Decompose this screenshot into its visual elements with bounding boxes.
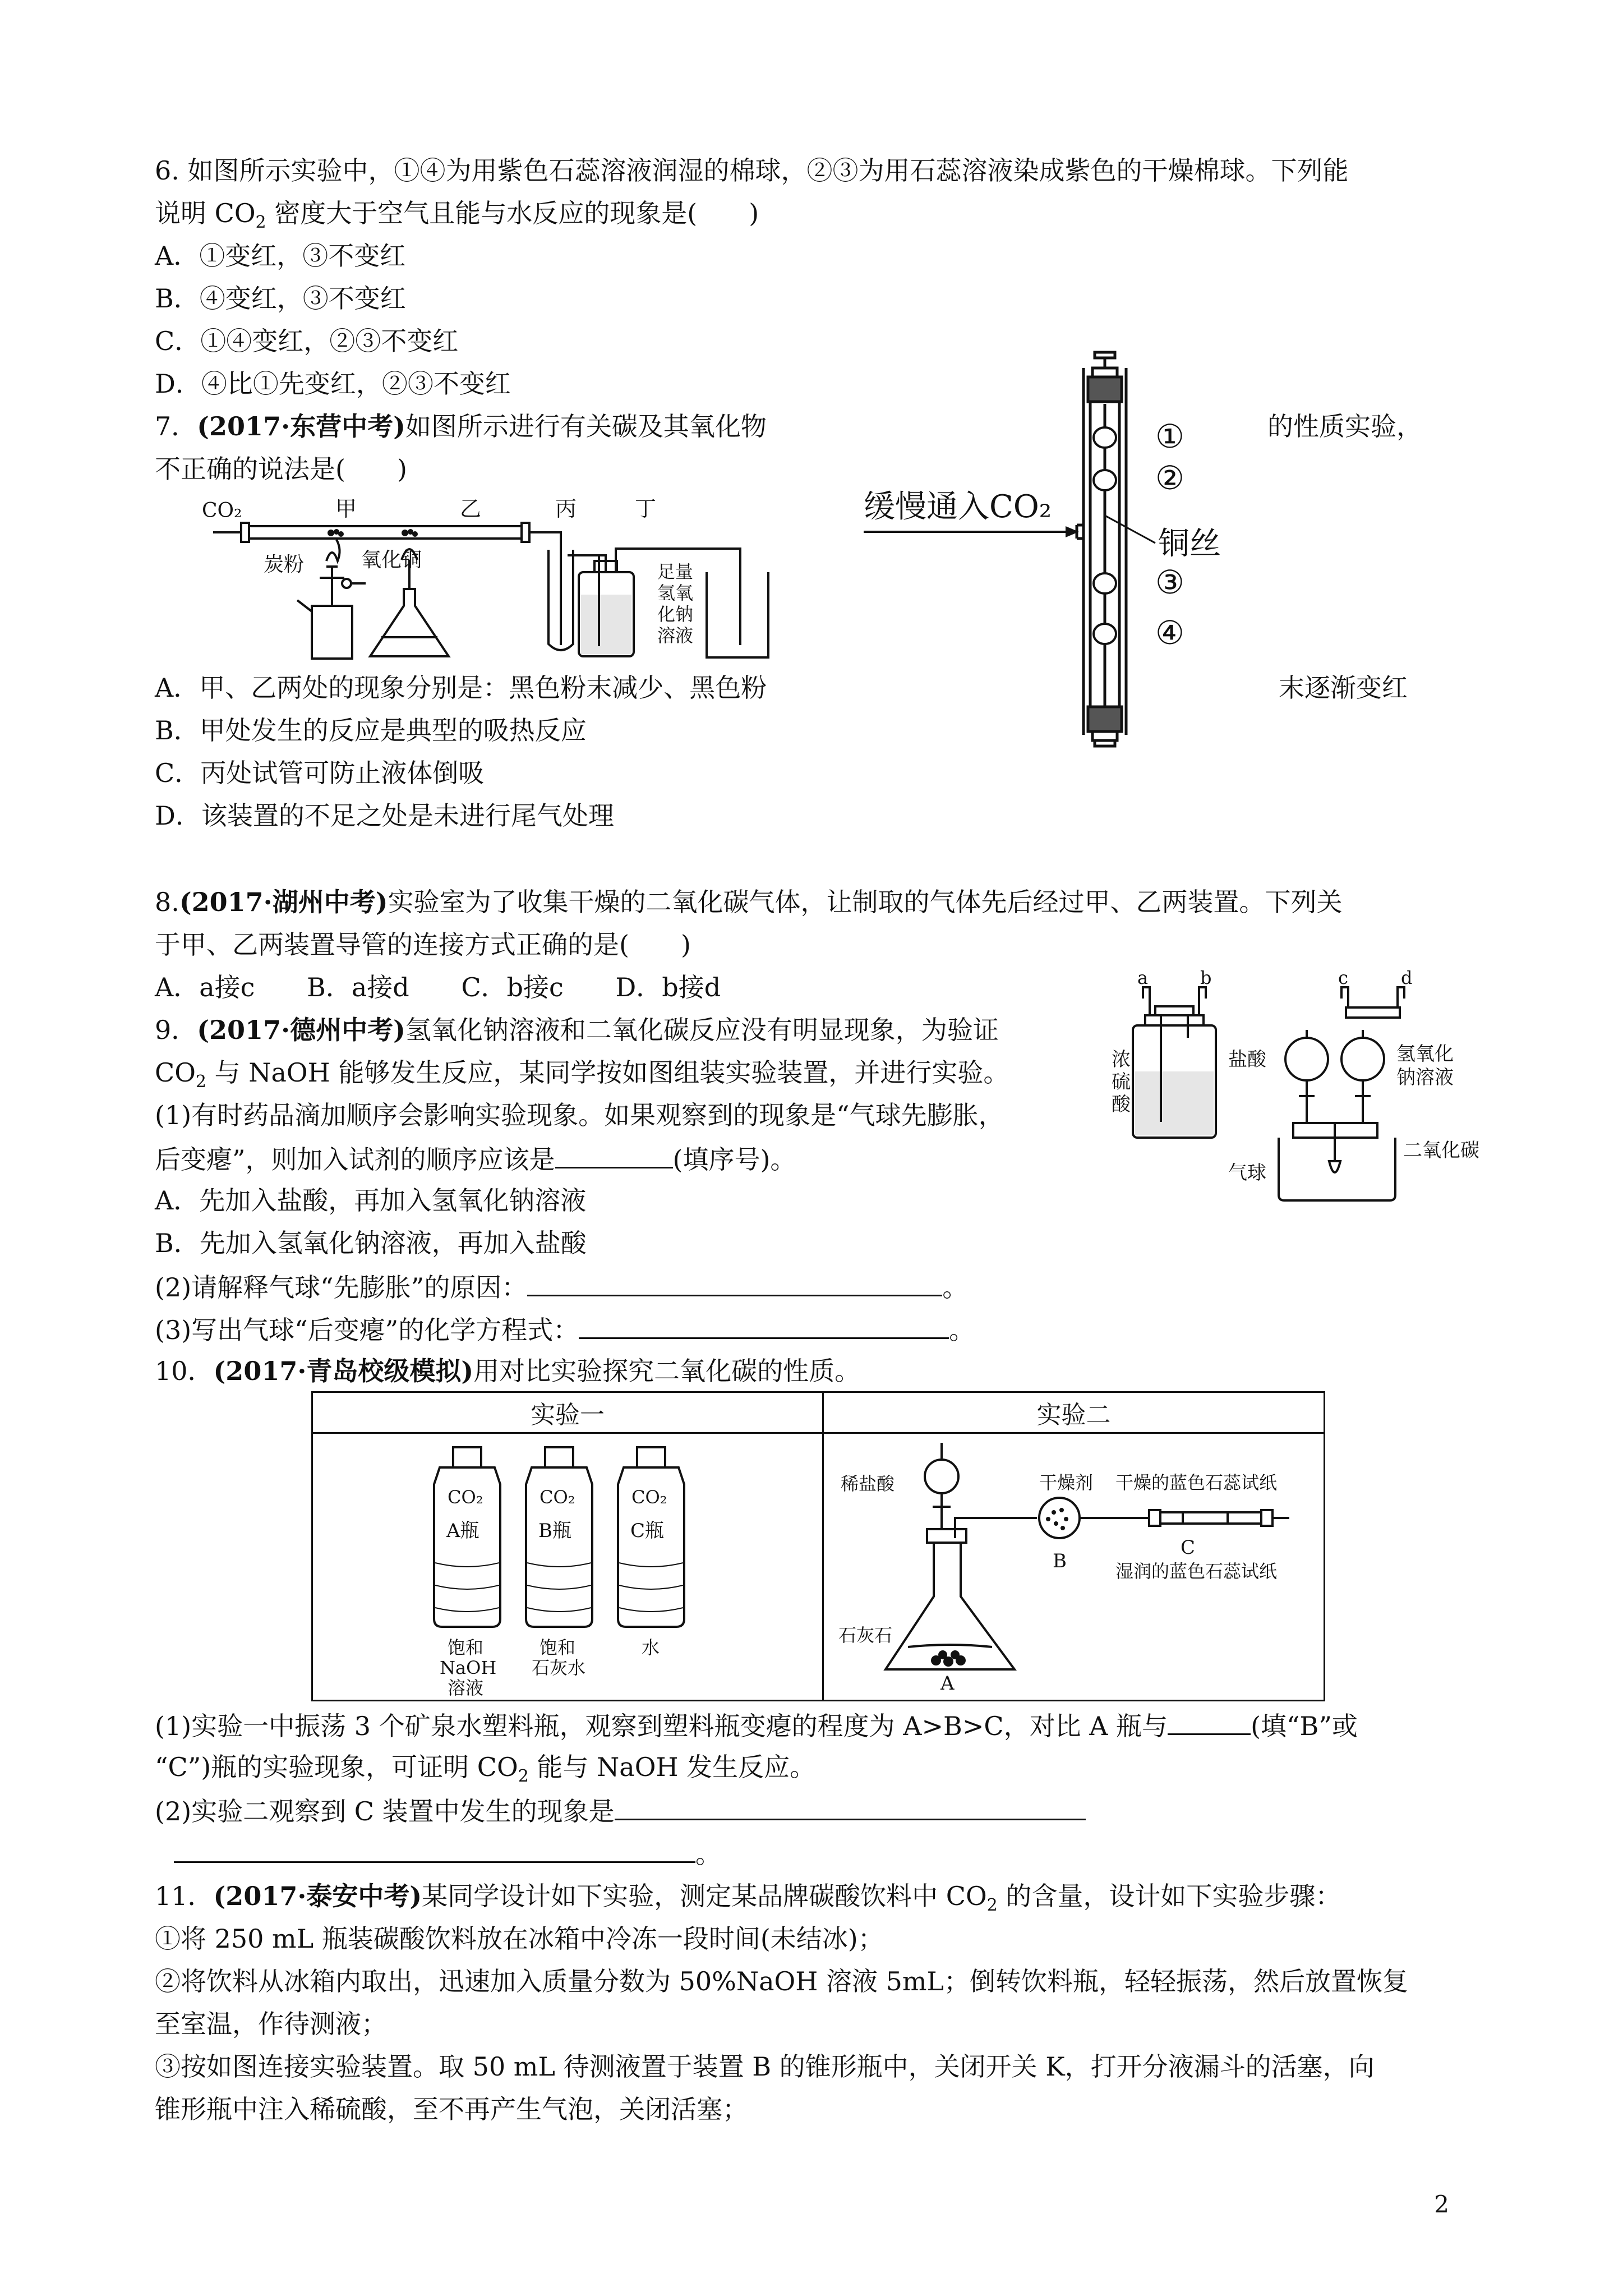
q10-bottle-c-name: C瓶 xyxy=(630,1520,665,1542)
q10-answer-blank-3[interactable] xyxy=(174,1835,695,1863)
q10-wet-paper-label: 湿润的蓝色石蕊试纸 xyxy=(1115,1561,1278,1582)
q10-experiment-1-cell xyxy=(312,1433,823,1701)
q10-dry-paper-label: 干燥的蓝色石蕊试纸 xyxy=(1115,1472,1278,1493)
q10-bottle-c-top: CO₂ xyxy=(631,1487,667,1508)
q10-bottle-b-name: B瓶 xyxy=(538,1520,571,1542)
q9-hcl-label: 盐酸 xyxy=(1228,1048,1266,1071)
q7-naoh-label-3: 化钠 xyxy=(657,604,694,625)
q11-stem: 11．(2017·泰安中考)某同学设计如下实验，测定某品牌碳酸饮料中 $CO_2$ 的含量，设计如下实验步骤： xyxy=(155,1881,1341,1916)
q10-experiment-2-cell xyxy=(823,1433,1325,1701)
q9-option-b: B．先加入氢氧化钠溶液，再加入盐酸 xyxy=(155,1228,587,1258)
q9-option-a: A．先加入盐酸，再加入氢氧化钠溶液 xyxy=(155,1185,587,1216)
q10-bottles-figure xyxy=(313,1434,818,1697)
q7-ding-label: 丁 xyxy=(635,496,657,521)
q9-part1-line1: (1)有时药品滴加顺序会影响实验现象。如果观察到的现象是“气球先膨胀， xyxy=(155,1100,1004,1130)
q6-stem-line1: 6. 如图所示实验中，①④为用紫色石蕊溶液润湿的棉球，②③为用石蕊溶液染成紫色的干燥棉球。下列能 xyxy=(155,155,1349,186)
q9-stem-line1: 9．(2017·德州中考)氢氧化钠溶液和二氧化碳反应没有明显现象，为验证 xyxy=(155,1015,999,1045)
q10-bottle-b-caption-1: 饱和 xyxy=(540,1637,576,1658)
q6-inlet-label: 缓慢通入CO₂ xyxy=(864,489,1052,525)
q10-label-b: B xyxy=(1053,1550,1067,1572)
q10-answer-blank-2[interactable] xyxy=(615,1793,1086,1820)
q10-table-header-2: 实验二 xyxy=(823,1392,1325,1433)
q7-stem-tail: 的性质实验， xyxy=(1267,411,1422,441)
q9-answer-blank-1[interactable] xyxy=(555,1141,673,1168)
q6-marker-1: ① xyxy=(1155,417,1184,455)
page-number: 2 xyxy=(1434,2191,1449,2218)
q6-tube-figure xyxy=(841,348,1279,752)
q7-naoh-label-2: 氢氧 xyxy=(657,582,694,604)
q9-part2: (2)请解释气球“先膨胀”的原因： 。 xyxy=(155,1269,968,1304)
q10-stone-label: 石灰石 xyxy=(838,1625,893,1646)
q10-bottle-a-caption-1: 饱和 xyxy=(448,1637,484,1658)
q10-bottle-b-caption-2: 石灰水 xyxy=(532,1657,586,1678)
q10-bottle-c-caption-1: 水 xyxy=(642,1637,660,1658)
q10-stem: 10．(2017·青岛校级模拟)用对比实验探究二氧化碳的性质。 xyxy=(155,1356,861,1386)
q9-naoh-label-2: 钠溶液 xyxy=(1396,1066,1454,1089)
q7-option-d: D．该装置的不足之处是未进行尾气处理 xyxy=(155,800,614,831)
q10-dryer-label: 干燥剂 xyxy=(1039,1472,1094,1493)
q11-step-2-line2: 至室温，作待测液； xyxy=(155,2009,387,2039)
q10-answer-blank-1[interactable] xyxy=(1168,1708,1251,1735)
q8-q9-figure xyxy=(1112,967,1520,1223)
q8-acid-label-3: 酸 xyxy=(1112,1093,1131,1116)
q6-marker-3: ③ xyxy=(1155,563,1184,601)
q6-wire-label: 铜丝 xyxy=(1158,526,1221,562)
q7-yi-label: 乙 xyxy=(460,496,482,521)
q10-part2-line2: 。 xyxy=(174,1835,721,1871)
q10-bottle-b-top: CO₂ xyxy=(540,1487,575,1508)
q10-bottle-a-name: A瓶 xyxy=(446,1520,479,1542)
q11-step-3-line2: 锥形瓶中注入稀硫酸，至不再产生气泡，关闭活塞； xyxy=(155,2094,748,2124)
q11-step-1: ①将 250 mL 瓶装碳酸饮料放在冰箱中冷冻一段时间(未结冰)； xyxy=(155,1924,884,1954)
q7-stem-line2: 不正确的说法是( ) xyxy=(155,454,407,484)
q8-stem-line2: 于甲、乙两装置导管的连接方式正确的是( ) xyxy=(155,930,691,960)
q8-acid-label-1: 浓 xyxy=(1112,1048,1131,1071)
q7-bing-label: 丙 xyxy=(555,496,577,521)
q10-label-a: A xyxy=(940,1672,955,1695)
q8-option-c: C．b接c xyxy=(461,972,564,1002)
q10-bottle-a-caption-3: 溶液 xyxy=(448,1677,484,1699)
q6-option-b: B．④变红，③不变红 xyxy=(155,283,406,314)
q9-stem-line2: $CO_2$ 与 NaOH 能够发生反应，某同学按如图组装实验装置，并进行实验。 xyxy=(155,1057,1009,1092)
q6-option-c: C．①④变红，②③不变红 xyxy=(155,326,459,356)
q9-balloon-label: 气球 xyxy=(1228,1162,1266,1184)
q8-option-b: B．a接d xyxy=(307,972,409,1002)
q10-bottle-a-top: CO₂ xyxy=(448,1487,483,1508)
q6-option-a: A．①变红，③不变红 xyxy=(155,241,406,271)
q6-marker-2: ② xyxy=(1155,459,1184,497)
q11-step-3-line1: ③按如图连接实验装置。取 50 mL 待测液置于装置 B 的锥形瓶中，关闭开关 K，打开分液漏斗的活塞，向 xyxy=(155,2051,1375,2082)
q7-co2-label: CO₂ xyxy=(202,499,242,522)
q7-option-a: A．甲、乙两处的现象分别是：黑色粉末减少、黑色粉 xyxy=(155,673,767,703)
q8-label-d: d xyxy=(1401,967,1413,988)
q8-options xyxy=(155,970,721,1004)
q8-option-d: D．b接d xyxy=(615,972,721,1002)
q9-part1-line2: 后变瘪”，则加入试剂的顺序应该是 (填序号)。 xyxy=(155,1141,796,1176)
q8-stem-line1: 8.(2017·湖州中考)实验室为了收集干燥的二氧化碳气体，让制取的气体先后经过甲、乙两装置。下列关 xyxy=(155,887,1343,917)
q10-experiment-table xyxy=(311,1391,1325,1701)
q7-carbon-label: 炭粉 xyxy=(264,553,305,576)
q8-label-c: c xyxy=(1338,967,1348,988)
q9-answer-blank-2[interactable] xyxy=(527,1269,942,1296)
q11-step-2-line1: ②将饮料从冰箱内取出，迅速加入质量分数为 50%NaOH 溶液 5mL；倒转饮料瓶，轻轻振荡，然后放置恢复 xyxy=(155,1966,1409,1996)
q6-option-d: D．④比①先变红，②③不变红 xyxy=(155,369,511,399)
q8-label-a: a xyxy=(1137,967,1149,988)
q9-co2-label: 二氧化碳 xyxy=(1403,1139,1479,1162)
q7-apparatus-figure xyxy=(202,494,830,662)
q7-naoh-label-1: 足量 xyxy=(657,561,694,582)
q10-experiment-2-figure xyxy=(824,1434,1323,1697)
q10-part2-line1: (2)实验二观察到 C 装置中发生的现象是 xyxy=(155,1793,1086,1828)
q8-label-b: b xyxy=(1200,967,1212,988)
q9-naoh-label-1: 氢氧化 xyxy=(1396,1043,1454,1065)
q7-naoh-label-4: 溶液 xyxy=(657,625,694,646)
q6-stem-line2: 说明 $CO_2$ 密度大于空气且能与水反应的现象是( ) xyxy=(155,198,759,233)
q8-option-a: A．a接c xyxy=(155,972,255,1002)
q9-answer-blank-3[interactable] xyxy=(579,1312,949,1339)
q10-part1-line1: (1)实验一中振荡 3 个矿泉水塑料瓶，观察到塑料瓶变瘪的程度为 A>B>C，对比 A 瓶与 (填“B”或 xyxy=(155,1708,1358,1743)
q10-part1-line2: “C”)瓶的实验现象，可证明 $CO_2$ 能与 NaOH 发生反应。 xyxy=(155,1752,816,1787)
q7-cuo-label: 氧化铜 xyxy=(361,549,422,572)
q10-acid-label: 稀盐酸 xyxy=(841,1473,895,1494)
q10-table-header-1: 实验一 xyxy=(312,1392,823,1433)
q7-option-c: C．丙处试管可防止液体倒吸 xyxy=(155,758,485,788)
q6-marker-4: ④ xyxy=(1155,614,1184,652)
q10-label-c: C xyxy=(1181,1536,1196,1559)
q7-stem-line1: 7．(2017·东营中考)如图所示进行有关碳及其氧化物 xyxy=(155,411,767,441)
q8-acid-label-2: 硫 xyxy=(1112,1071,1131,1093)
q7-option-b: B．甲处发生的反应是典型的吸热反应 xyxy=(155,715,587,746)
q9-part3: (3)写出气球“后变瘪”的化学方程式： 。 xyxy=(155,1312,975,1347)
q7-jia-label: 甲 xyxy=(335,496,357,521)
q7-option-a-tail: 末逐渐变红 xyxy=(1279,673,1408,703)
q10-bottle-a-caption-2: NaOH xyxy=(440,1657,497,1678)
